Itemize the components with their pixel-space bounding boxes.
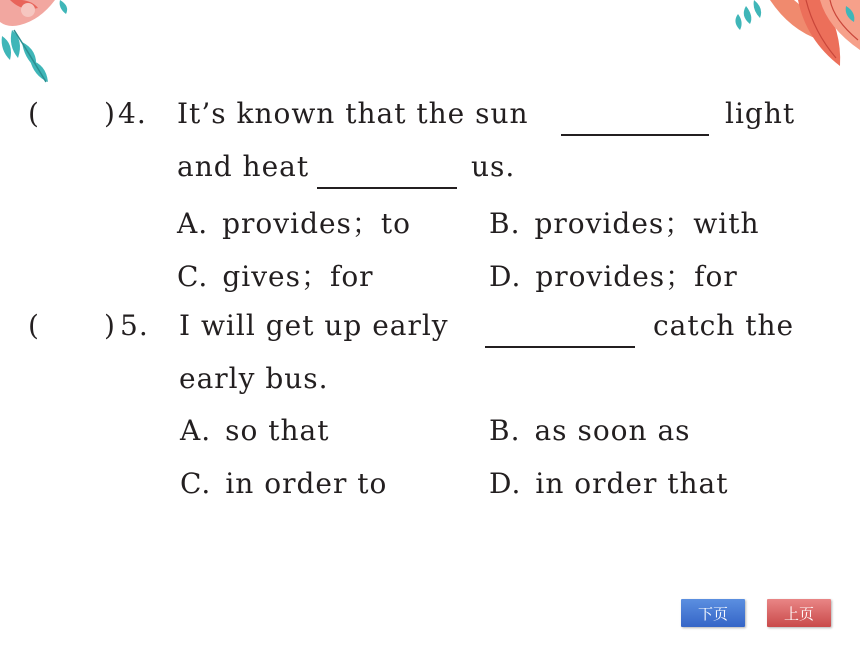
option-text: gives；for	[222, 260, 374, 293]
option-letter: A.	[177, 207, 209, 240]
option-c	[180, 467, 387, 500]
option-b	[489, 202, 760, 242]
question-text: and heat	[177, 150, 310, 183]
option-b	[489, 414, 691, 447]
question-text: light	[725, 97, 796, 130]
option-d	[489, 255, 738, 295]
question-text: us.	[471, 150, 516, 183]
question-number: 5.	[120, 309, 149, 342]
option-c	[177, 255, 374, 295]
option-letter: A.	[180, 414, 212, 447]
option-letter: D.	[489, 260, 522, 293]
option-letter: D.	[489, 467, 522, 500]
option-a	[177, 202, 411, 242]
question-text: catch the	[653, 309, 795, 342]
option-text: provides；to	[222, 207, 412, 240]
answer-paren-open: (	[28, 97, 39, 130]
option-text: provides；for	[535, 260, 738, 293]
option-text: in order to	[225, 467, 388, 500]
option-letter: C.	[177, 260, 209, 293]
question-text: early bus.	[179, 362, 329, 395]
question-text: I will get up early	[179, 309, 449, 342]
option-a	[180, 414, 329, 447]
option-text: as soon as	[534, 414, 691, 447]
question-number: 4.	[118, 97, 147, 130]
previous-page-button[interactable]: 上页	[767, 599, 831, 627]
answer-blank	[317, 165, 457, 189]
question-text: It’s known that the sun	[177, 97, 529, 130]
option-d	[489, 467, 729, 500]
corner-leaf-decoration-left	[0, 0, 100, 90]
option-text: provides；with	[534, 207, 760, 240]
answer-blank	[561, 112, 709, 136]
answer-paren-open: (	[28, 309, 39, 342]
corner-leaf-decoration-right	[710, 0, 860, 75]
next-page-button[interactable]: 下页	[681, 599, 745, 627]
answer-paren-close: )	[104, 309, 115, 342]
option-text: in order that	[535, 467, 729, 500]
answer-blank	[485, 324, 635, 348]
option-text: so that	[225, 414, 330, 447]
option-letter: C.	[180, 467, 212, 500]
option-letter: B.	[489, 414, 521, 447]
option-letter: B.	[489, 207, 521, 240]
answer-paren-close: )	[104, 97, 115, 130]
